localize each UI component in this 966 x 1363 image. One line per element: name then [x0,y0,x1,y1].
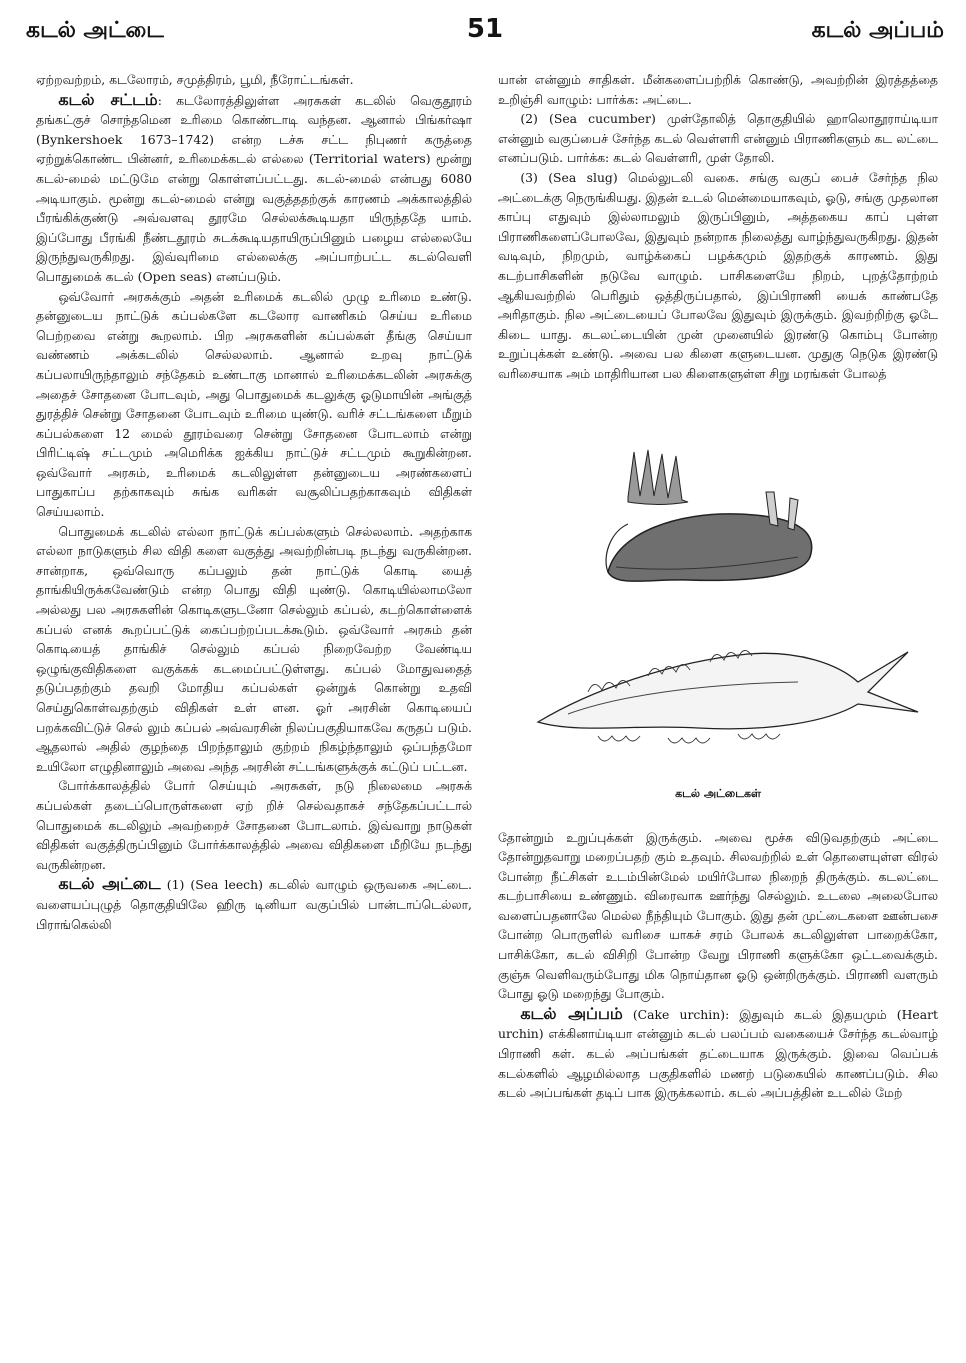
running-head-right: கடல் அப்பம் [811,18,944,43]
sea-slug-upper [606,450,812,581]
sea-slug-illustration [498,392,938,822]
page-header [26,14,944,58]
entry-kadal-attai [36,874,472,934]
paragraph: போர்க்காலத்தில் போர் செய்யும் அரசுகள், நடு நிலைமை அரசுக் கப்பல்கள் தடைப்பொருள்களை ஏற் றிச் செல்வதாகச் சந்தேகப்பட்டால் பொதுமைக் கடலிலும் அவற்றைச் சோதனை போடலாம். இவ்வாறு நாடுகள் விதிகள் வகுத்திருப்பினும் போர்க்காலத்தில் அவை விதிகளை மீறியே நடந்து வருகின்றன. [36,778,472,872]
entry-kadal-appam [498,1004,938,1103]
entry-text: (1) (Sea leech) கடலில் வாழும் ஒருவகை அட்டை. வளையப்புழுத் தொகுதியிலே ஹிரு டினியா வகுப்பில் பான்டாப்டெல்லா, பிராங்கெல்லி [36,877,472,932]
paragraph-continuation: யான் என்னும் சாதிகள். மீன்களைப்பற்றிக் கொண்டு, அவற்றின் இரத்தத்தை உறிஞ்சி வாழும்: பார்க்க: அட்டை. [498,72,938,107]
entry-text: : கடலோரத்திலுள்ள அரசுகள் கடலில் வெகுதூரம் தங்கட்குச் சொந்தமென உரிமை கொண்டாடி வந்தன. ஆனால் பிங்கர்ஷா (Bynkershoek 1673–1742) என்ற டச்சு சட்ட நிபுணர் கருத்தை ஏற்றுக்கொண்ட பின்னர், உரிமைக்கடல் எல்லை (Territorial waters) மூன்று கடல்-மைல் மட்டுமே என்று கொள்ளப்பட்டது. கடல்-மைல் என்பது 6080 அடியாகும். மூன்று கடல்-மைல் என்று வகுத்ததற்குக் காரணம் அக்காலத்தில் பீரங்கிக்குண்டு அவ்வளவு தூரமே செல்லக்கூடியதா யிருந்ததே யாம். இப்போது பீரங்கி நீண்டதூரம் சுடக்கூடியதாயிருப்பினும் பழைய எல்லையே இருந்துவருகிறது. இவ்வுரிமை எல்லைக்கு அப்பாற்பட்ட கடல்வெளி பொதுமைக் கடல் (Open seas) எனப்படும். [36,92,472,284]
running-head-left: கடல் அட்டை [26,18,164,43]
paragraph-continuation: ஏற்றவற்றம், கடலோரம், சமுத்திரம், பூமி, நீரோட்டங்கள். [36,72,354,87]
entry-heading: கடல் அட்டை [58,874,161,894]
paragraph: ஒவ்வோர் அரசுக்கும் அதன் உரிமைக் கடலில் முழு உரிமை உண்டு. தன்னுடைய நாட்டுக் கப்பல்களே கடலோர வாணிகம் செய்ய உரிமை பெற்றவை என்று கூறலாம். பிற அரசுகளின் கப்பல்கள் தீங்கு செய்யா வண்ணம் அக்கடலில் செல்லலாம். ஆனால் உறவு நாட்டுக் கப்பலாயிருந்தாலும் சந்தேகம் உண்டாகு மானால் உரிமைக்கடலின் அரசுக்கு அதைச் சோதனை போடவும், அது பொதுமைக் கடலுக்கு ஓடுமாயின் அங்குத் துரத்திச் சென்று சோதனை போடவும் உரிமை யுண்டு. வரிச் சட்டங்களை மீறும் கப்பல்களை 12 மைல் தூரம்வரை சென்று சோதனை போடலாம் என்று பிரிட்டிஷ் சட்டமும் அமெரிக்க ஐக்கிய நாட்டுச் சட்டமும் கூறுகின்றன. ஒவ்வோர் அரசும், உரிமைக் கடலிலுள்ள தன்னுடைய அரண்களைப் பாதுகாப்ப தற்காகவும் சுங்க வரிகள் வசூலிப்பதற்காகவும் விதிகள் செய்யலாம். [36,288,472,520]
entry-heading: கடல் அப்பம் [520,1003,623,1023]
paragraph: (3) (Sea slug) மெல்லுடலி வகை. சங்கு வகுப் பைச் சேர்ந்த நில அட்டைக்கு நெருங்கியது. இதன் உடல் மென்மையாகவும், ஓடு, சங்கு முதலான காப்பு எதுவும் இல்லாமலும் இருப்பினும், அத்தகைய காப் புள்ள பிராணிகளைப்போலவே, இதுவும் நன்றாக நிலைத்து வாழ்ந்துவருகிறது. இதன் வடிவும், நிறமும், வாழ்க்கைப் பழக்கமும் இதற்குக் காரணம். இது கடற்பாசிகளின் நடுவே வாழும். பாசிகளையே நிறம், புறத்தோற்றம் ஆகியவற்றில் பெரிதும் ஒத்திருப்பதால், இப்பிராணி யைக் காண்பதே அரிதாகும். நில அட்டையைப் போலவே இதுவும் இருக்கும். இவற்றிற்கு ஓடே கிடை யாது. கடலட்டையின் முன் முனையில் இரண்டு கொம்பு போன்ற உறுப்புக்கள் உண்டு. அவை பல கிளை களுடையன. முதுகு நெடுக இரண்டு வரிசையாக அம் மாதிரியான பல கிளைகளுள்ள சிறு மரங்கள் போலத் [498,169,938,381]
left-column [36,70,472,934]
page-number: 51 [466,14,504,44]
sea-slug-figure [498,392,938,822]
figure-caption: கடல் அட்டைகள் [675,786,761,800]
paragraph: (2) (Sea cucumber) முள்தோலித் தொகுதியில் ஹாலொதூராய்டியா என்னும் வகுப்பைச் சேர்ந்த கடல் வெள்ளரி என்னும் பிராணிகளும் கட லட்டை எனப்படும். பார்க்க: கடல் வெள்ளரி, முள் தோலி. [498,111,938,166]
entry-heading: கடல் சட்டம் [58,89,158,109]
entry-kadal-sattam [36,90,472,287]
sea-slug-lower [538,650,918,743]
paragraph: தோன்றும் உறுப்புக்கள் இருக்கும். அவை மூச்சு விடுவதற்கும் அட்டை தோன்றுதவாறு மறைப்பதற் கும் உதவும். சிலவற்றில் உள் தொளையுள்ள விரல் போன்ற நீட்சிகள் உடம்பின்மேல் மயிர்போல நிறைந் திருக்கும். கடலட்டை கடற்பாசியை உண்ணும். விரைவாக ஊர்ந்து செல்லும். உடலை அலைபோல வளைப்பதனாலே மெல்ல நீந்தியும் போகும். இது தன் முட்டைகளை ஊன்பசை போன்ற பொருளில் வரிசை யாகச் சரம் போலக் கடலிலுள்ள பாறைக்கோ, பாசிக்கோ, கடல் விசிறி போன்ற வேறு பிராணி களுக்கோ ஒட்டவைக்கும். குஞ்சு வெளிவரும்போது மிக நொய்தான ஓடு ஒன்றிருக்கும். பிராணி வளரும் போது ஓடு மறைந்து போகும். [498,829,938,1002]
right-column [498,70,938,1103]
entry-text: (Cake urchin): இதுவும் கடல் இதயமும் (Heart urchin) எக்கினாய்டியா என்னும் கடல் பலப்பம் வகையைச் சேர்ந்த கடல்வாழ் பிராணி கள். கடல் அப்பங்கள் தட்டையாக இருக்கும். இவை வெப்பக் கடல்களில் ஆழமில்லாத பகுதிகளில் மணற் படுகையில் காணப்படும். சில கடல் அப்பங்கள் தடிப் பாக இருக்கலாம். கடல் அப்பத்தின் உடலில் மேற் [498,1006,938,1101]
paragraph: பொதுமைக் கடலில் எல்லா நாட்டுக் கப்பல்களும் செல்லலாம். அதற்காக எல்லா நாடுகளும் சில விதி களை வகுத்து அவற்றின்படி நடந்து வருகின்றன. சான்றாக, ஒவ்வொரு கப்பலும் தன் நாட்டுக் கொடி யைத் தாங்கியிருக்கவேண்டும் என்ற பொது விதி யுண்டு. கொடியில்லாமலோ அல்லது பல அரசுகளின் கொடிகளுடனோ செல்லும் கப்பல், கடற்கொள்ளைக் கப்பல் எனக் கூறப்பட்டுக் கைப்பற்றப்படக்கூடும். ஒவ்வோர் அரசும் தன் கொடியைத் தாங்கிச் செல்லும் கப்பல் நிறைவேற்ற வேண்டிய ஒழுங்குவிதிகளை வகுக்கக் கடமைப்பட்டுள்ளது. கப்பல் மோதுவதைத் தடுப்பதற்கும் தவறி மோதிய கப்பல்கள் ஒன்றுக் கொன்று உதவி செய்துகொள்வதற்கும் விதிகள் உள் ளன. ஓர் அரசின் கொடியைப் பறக்கவிட்டுச் செல் லும் கப்பல் அவ்வரசின் நிலப்பகுதியாகவே கருதப் படும். ஆதலால் அதில் குழந்தை பிறந்தாலும் குற்றம் நிகழ்ந்தாலும் ஒப்பந்தமோ உயிலோ எழுதினாலும் அவை அந்த அரசின் சட்டங்களுக்குக் கட்டுப் பட்டன. [36,523,472,774]
